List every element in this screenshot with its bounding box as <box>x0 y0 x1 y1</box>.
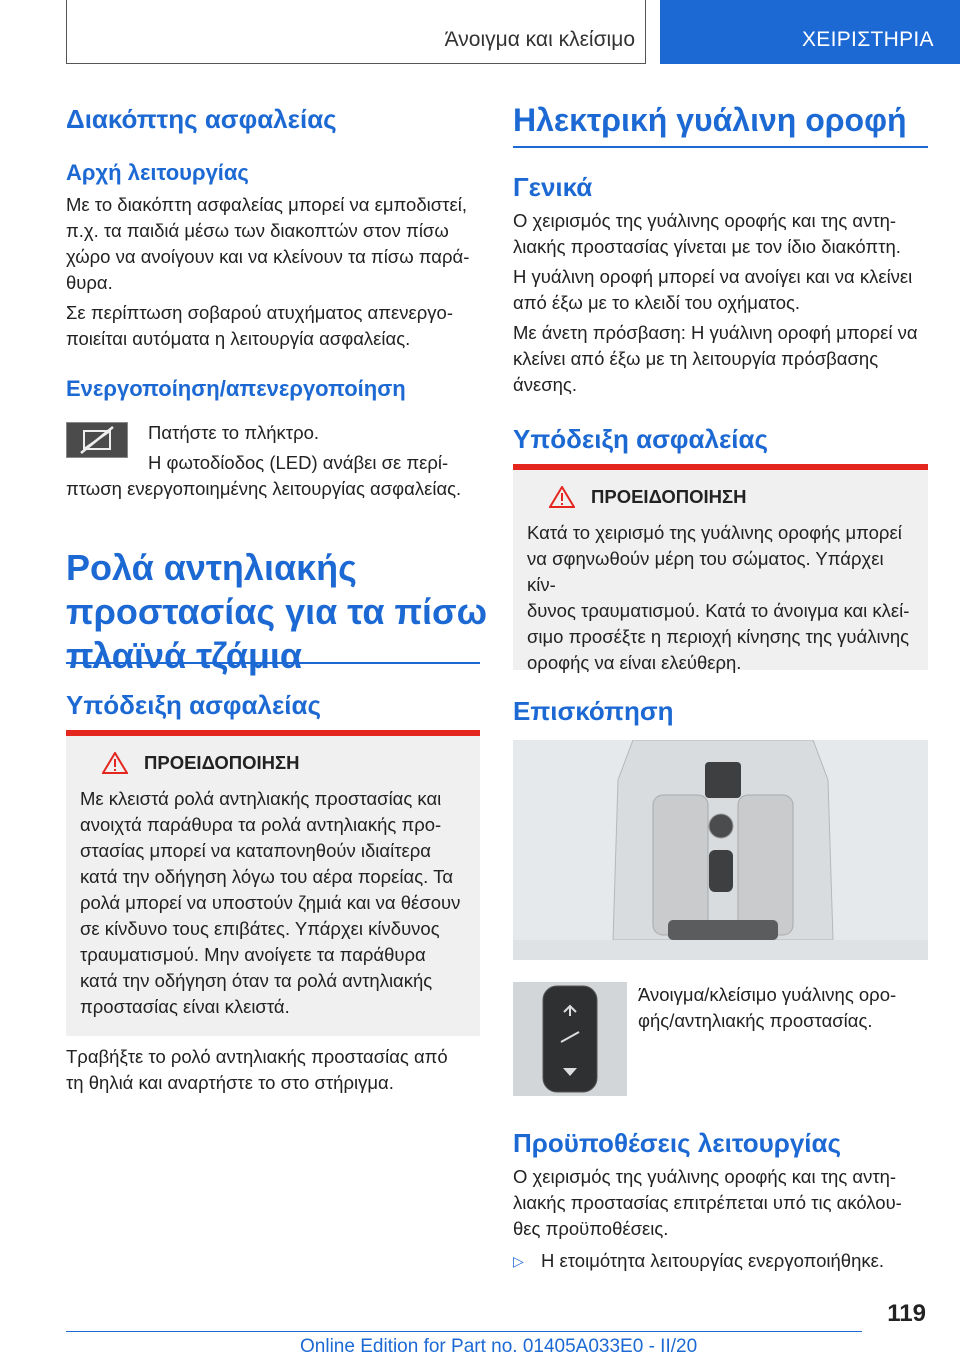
text-line: θες προϋποθέσεις. <box>513 1218 669 1239</box>
text-line: ανοιχτά παράθυρα τα ρολά αντηλιακής προ- <box>80 814 442 835</box>
footer-rule <box>66 1331 862 1332</box>
text-line: τραυματισμού. Μην ανοίγετε τα παράθυρα <box>80 944 426 965</box>
footer-edition-text: Online Edition for Part no. 01405A033E0 - II/20 <box>300 1336 698 1357</box>
roof-switch-photo <box>513 982 627 1096</box>
roof-switch-illustration <box>513 982 627 1096</box>
text-line: στασίας μπορεί να καταπονηθούν ιδιαίτερα <box>80 840 431 861</box>
overhead-console-photo <box>513 740 928 960</box>
text-line: θυρα. <box>66 272 113 293</box>
text-line: Ο χειρισμός της γυάλινης οροφής και της αντη- <box>513 1166 897 1187</box>
warning-heading-text: ΠΡΟΕΙΔΟΠΟΙΗΣΗ <box>591 486 747 507</box>
bullet-text: Η ετοιμότητα λειτουργίας ενεργοποιήθηκε. <box>541 1250 884 1271</box>
general-paragraph-2 <box>513 264 943 316</box>
led-text-line-1: Η φωτοδίοδος (LED) ανάβει σε περί- <box>148 452 449 473</box>
text-line: άνεσης. <box>513 374 577 395</box>
text-line: λιακής προστασίας επιτρέπεται υπό τις ακόλου- <box>513 1192 902 1213</box>
warning-triangle-icon <box>102 752 128 774</box>
bullet-item <box>513 1248 933 1274</box>
subsection-title-general: Γενικά <box>513 172 593 202</box>
text-line: Με άνετη πρόσβαση: Η γυάλινη οροφή μπορεί να <box>513 322 918 343</box>
text-line: Κατά το χειρισμό της γυάλινης οροφής μπορεί <box>527 522 902 543</box>
text-line: οροφής να είναι ελεύθερη. <box>527 652 742 673</box>
principle-paragraph-2 <box>66 300 486 352</box>
text-line: Με κλειστά ρολά αντηλιακής προστασίας και <box>80 788 442 809</box>
text-line: ποιείται αυτόματα η λειτουργία ασφαλείας. <box>66 328 411 349</box>
prerequisites-paragraph <box>513 1164 943 1242</box>
warning-heading <box>549 486 916 508</box>
running-header <box>66 0 646 64</box>
text-line: από έξω με το κλειδί του οχήματος. <box>513 292 801 313</box>
subsection-title-principle: Αρχή λειτουργίας <box>66 160 249 185</box>
text-line: κατά την οδήγηση όταν τα ρολά αντηλιακής <box>80 970 433 991</box>
bullet-triangle-icon: ▷ <box>513 1253 524 1269</box>
sunblind-instruction <box>66 1044 486 1096</box>
text-line: να σφηνωθούν μέρη του σώματος. Υπάρχει κίν- <box>527 548 884 595</box>
text-line: Η γυάλινη οροφή μπορεί να ανοίγει και να κλείνει <box>513 266 913 287</box>
warning-content <box>66 736 480 1036</box>
subsection-title-prerequisites: Προϋποθέσεις λειτουργίας <box>513 1128 842 1158</box>
chapter-tab-label: ΧΕΙΡΙΣΤΗΡΙΑ <box>802 28 934 51</box>
section-rule <box>513 146 928 148</box>
photo-caption <box>638 982 938 1034</box>
press-button-text: Πατήστε το πλήκτρο. <box>148 422 320 443</box>
section-rule <box>66 662 480 664</box>
text-line: π.χ. τα παιδιά μέσω των διακοπτών στον πίσω <box>66 220 449 241</box>
warning-box-sunblinds <box>66 730 480 1036</box>
text-line: κατά την οδήγηση λόγω του αέρα πορείας. Τα <box>80 866 454 887</box>
text-line: φής/αντηλιακής προστασίας. <box>638 1010 873 1031</box>
text-line: προστασίας είναι κλειστά. <box>80 996 290 1017</box>
text-line: λιακής προστασίας γίνεται με τον ίδιο διακόπτη. <box>513 236 901 257</box>
section-title-safety-switch: Διακόπτης ασφαλείας <box>66 104 337 134</box>
text-line: Με το διακόπτη ασφαλείας μπορεί να εμποδιστεί, <box>66 194 467 215</box>
warning-content <box>513 470 928 673</box>
subsection-title-safety-note: Υπόδειξη ασφαλείας <box>66 690 322 720</box>
overhead-console-illustration <box>513 740 928 960</box>
warning-triangle-icon <box>549 486 575 508</box>
general-paragraph-1 <box>513 208 943 260</box>
title-line: προστασίας για τα πίσω <box>66 591 488 632</box>
general-paragraph-3 <box>513 320 943 398</box>
title-line: πλαϊνά τζάμια <box>66 635 303 676</box>
principle-paragraph-1 <box>66 192 486 296</box>
running-header-title: Άνοιγμα και κλείσιμο <box>444 28 635 51</box>
page-number: 119 <box>887 1300 926 1327</box>
text-line: Άνοιγμα/κλείσιμο γυάλινης ορο- <box>638 984 897 1005</box>
warning-box-roof <box>513 464 928 673</box>
section-title-sunblinds <box>66 546 487 678</box>
text-line: δυνος τραυματισμού. Κατά το άνοιγμα και κλεί- <box>527 600 910 621</box>
led-text-line-2: πτωση ενεργοποιημένης λειτουργίας ασφαλείας. <box>66 478 462 499</box>
chapter-tab <box>660 0 960 64</box>
window-lock-icon <box>67 423 127 457</box>
safety-switch-button-image <box>66 422 128 458</box>
subsection-title-overview: Επισκόπηση <box>513 696 674 726</box>
warning-heading <box>102 752 468 774</box>
subsection-title-safety-note-roof: Υπόδειξη ασφαλείας <box>513 424 769 454</box>
text-line: Σε περίπτωση σοβαρού ατυχήματος απενεργο- <box>66 302 453 323</box>
text-line: Ο χειρισμός της γυάλινης οροφής και της αντη- <box>513 210 897 231</box>
warning-heading-text: ΠΡΟΕΙΔΟΠΟΙΗΣΗ <box>144 752 300 773</box>
text-line: σε κίνδυνο τους επιβάτες. Υπάρχει κίνδυνος <box>80 918 440 939</box>
section-title-glass-roof: Ηλεκτρική γυάλινη οροφή <box>513 102 907 138</box>
subsection-title-activation: Ενεργοποίηση/απενεργοποίηση <box>66 376 406 401</box>
title-line: Ρολά αντηλιακής <box>66 547 357 588</box>
text-line: τη θηλιά και αναρτήστε το στο στήριγμα. <box>66 1072 394 1093</box>
text-line: Τραβήξτε το ρολό αντηλιακής προστασίας από <box>66 1046 448 1067</box>
text-line: κλείνει από έξω με τη λειτουργία πρόσβασης <box>513 348 879 369</box>
text-line: ρολά μπορεί να υποστούν ζημιά και να θέσουν <box>80 892 461 913</box>
text-line: χώρο να ανοίγουν και να κλείνουν τα πίσω παρά- <box>66 246 470 267</box>
text-line: σιμο προσέξτε η περιοχή κίνησης της γυάλινης <box>527 626 910 647</box>
